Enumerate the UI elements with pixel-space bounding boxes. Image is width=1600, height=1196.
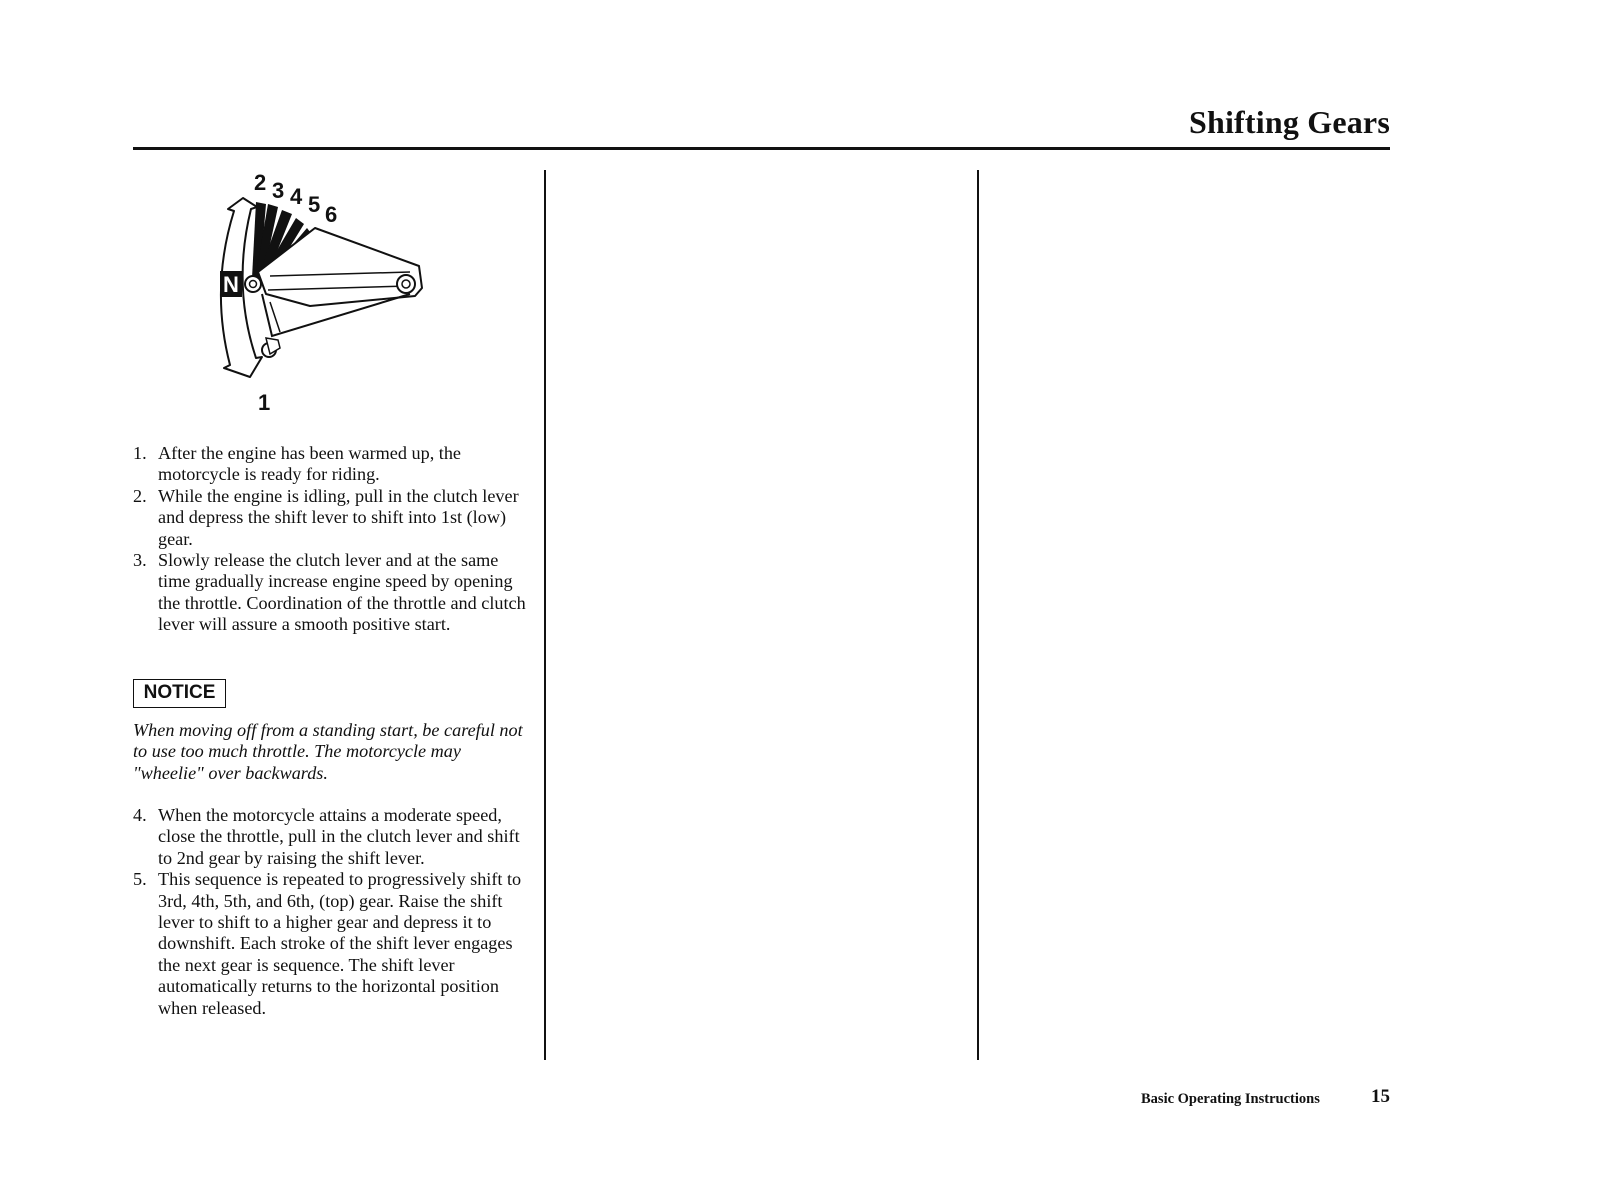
step-text: After the engine has been warmed up, the motorcycle is ready for riding.: [158, 443, 462, 485]
step-number: 2.: [133, 485, 147, 506]
step-number: 3.: [133, 550, 147, 571]
steps-list-part1: [133, 443, 533, 636]
list-item: [133, 805, 533, 869]
page-number: 15: [1371, 1086, 1390, 1107]
footer-section-title: Basic Operating Instructions: [1141, 1091, 1320, 1107]
gear-label-3: 3: [272, 178, 285, 203]
step-text: When the motorcycle attains a moderate speed, close the throttle, pull in the clutch lever and shift to 2nd gear by raising the shift lever.: [158, 805, 520, 868]
step-number: 4.: [133, 805, 147, 825]
gear-label-1: 1: [258, 390, 271, 415]
notice-text: When moving off from a standing start, be careful not to use too much throttle. The motorcycle may "wheelie" over backwards.: [133, 720, 523, 783]
gear-label-6: 6: [325, 202, 338, 227]
notice-label: NOTICE: [133, 679, 226, 708]
shift-lever: [258, 228, 422, 306]
step-number: 1.: [133, 443, 147, 463]
neutral-label: N: [223, 272, 239, 297]
column-divider-right: [977, 170, 979, 1060]
list-item: [133, 869, 533, 1019]
gear-label-2: 2: [254, 170, 267, 195]
list-item: [133, 486, 533, 550]
list-item: [133, 550, 533, 636]
step-text: While the engine is idling, pull in the clutch lever and depress the shift lever to shift into 1st (low) gear.: [158, 485, 519, 549]
step-text: This sequence is repeated to progressively shift to 3rd, 4th, 5th, and 6th, (top) gear. Raise the shift lever to shift to a higher gear and depress it to downshift. Each stroke of the shift lever engages the next gear is sequence. The shift lever automatically returns to the horizontal position when released.: [158, 869, 522, 1018]
step-number: 5.: [133, 869, 147, 890]
steps-list-part2: [133, 805, 533, 1019]
step-text: Slowly release the clutch lever and at the same time gradually increase engine speed by opening the throttle. Coordination of the throttle and clutch lever will assure a smooth positive start.: [158, 550, 526, 635]
title-rule: [133, 147, 1390, 150]
page-title: Shifting Gears: [1188, 104, 1390, 140]
list-item: [133, 443, 533, 486]
gear-label-5: 5: [308, 192, 321, 217]
column-divider-left: [544, 170, 546, 1060]
gear-label-4: 4: [290, 184, 303, 209]
gear-shift-diagram: [210, 168, 450, 420]
